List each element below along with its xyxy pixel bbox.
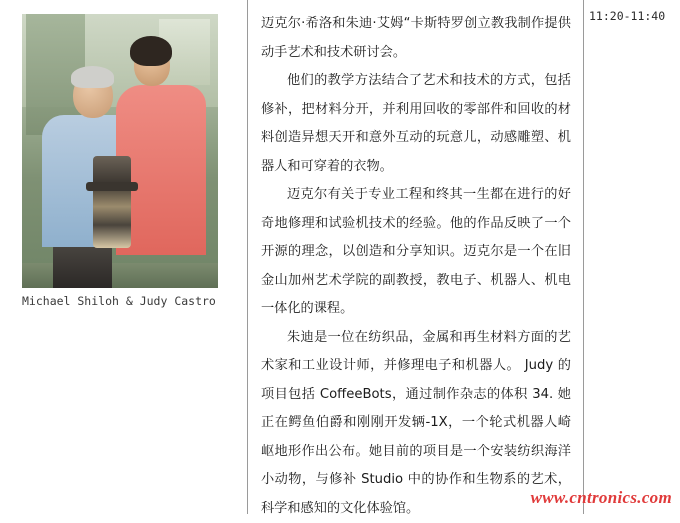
workshop-photo bbox=[22, 14, 218, 288]
article-paragraph-1: 迈克尔·希洛和朱迪·艾姆“卡斯特罗创立教我制作提供动手艺术和技术研讨会。 bbox=[261, 10, 571, 67]
article-paragraph-2: 他们的教学方法结合了艺术和技术的方式，包括修补，把材料分开，并利用回收的零部件和回收的材料创造异想天开和意外互动的玩意儿，动感雕塑、机器人和可穿着的衣物。 bbox=[261, 67, 571, 181]
photo-robot-device bbox=[93, 156, 131, 248]
photo-person-left-hair bbox=[71, 66, 114, 88]
photo-column bbox=[0, 0, 248, 514]
site-watermark: www.cntronics.com bbox=[531, 488, 672, 508]
article-column bbox=[249, 0, 584, 514]
timestamp-column bbox=[585, 0, 680, 514]
article-paragraph-4: 朱迪是一位在纺织品，金属和再生材料方面的艺术家和工业设计师，并修理电子和机器人。 Judy 的项目包括 CoffeeBots，通过制作杂志的体积 34. 她正在鳄鱼伯爵和刚刚开发辆-1X，一个轮式机器人崎岖地形作出公布。她目前的项目是一个安装纺织海洋小动物，与修补 Studio 中的协作和生物系的艺术，科学和感知的文化体验馆。 bbox=[261, 324, 571, 523]
photo-floor bbox=[22, 263, 218, 288]
photo-stool bbox=[53, 244, 112, 288]
photo-caption: Michael Shiloh & Judy Castro bbox=[22, 294, 232, 308]
article-paragraph-3: 迈克尔有关于专业工程和终其一生都在进行的好奇地修理和试验机技术的经验。他的作品反映了一个开源的理念，以创造和分享知识。迈克尔是一个在旧金山加州艺术学院的副教授，教电子、机器人、机电一体化的课程。 bbox=[261, 181, 571, 324]
photo-person-right-hair bbox=[130, 36, 172, 66]
session-time-range: 11:20-11:40 bbox=[589, 9, 665, 23]
